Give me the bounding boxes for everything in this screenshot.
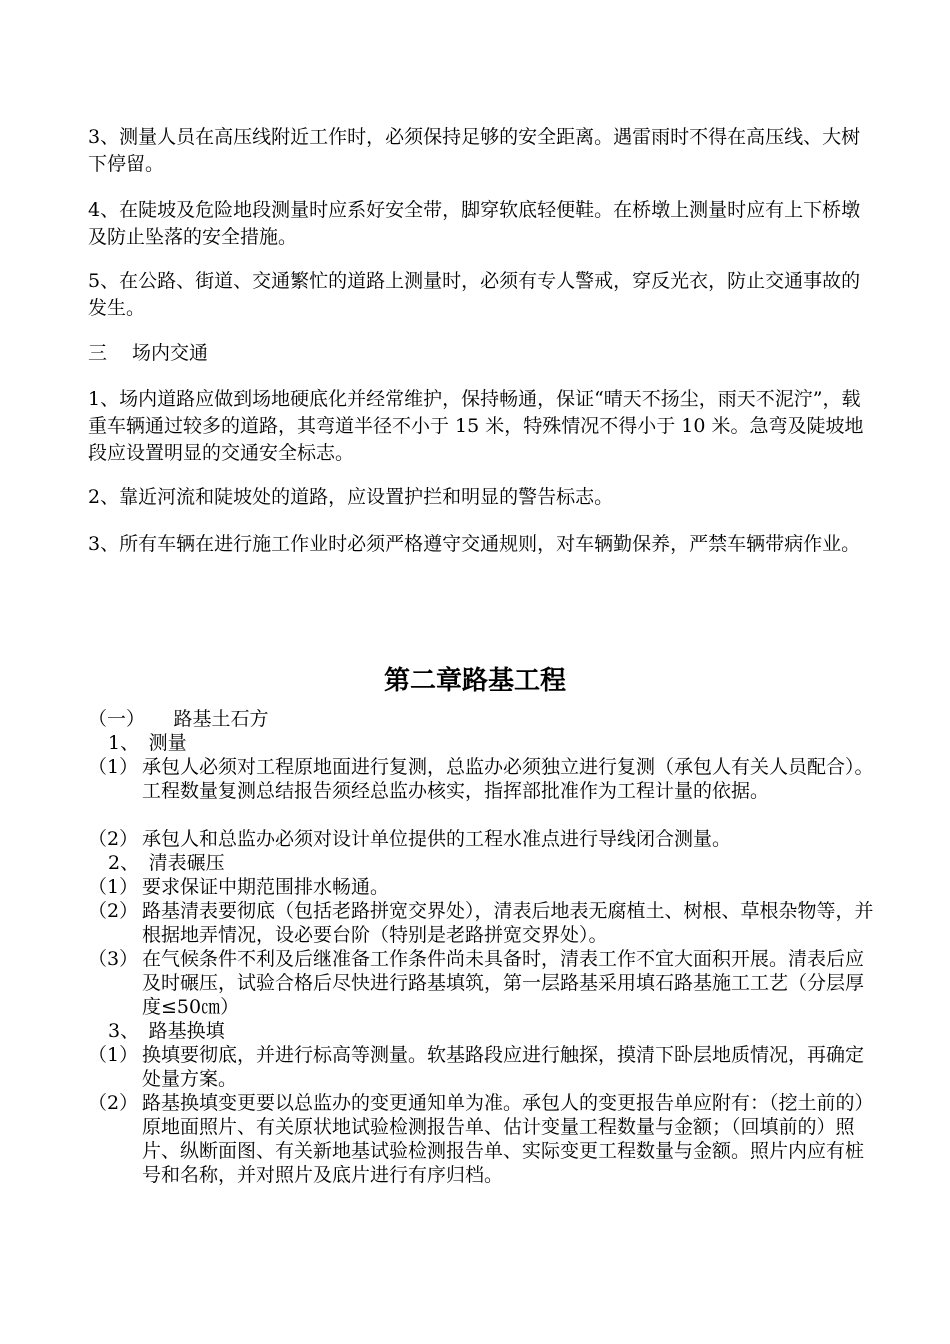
list-item-number: （1） [88,1044,139,1066]
list-item-text: 在气候条件不利及后继准备工作条件尚未具备时，清表工作不宜大面积开展。清表后应及时碾压，试验合格后尽快进行路基填筑，第一层路基采用填石路基施工工艺（分层厚度≤50㎝） [142,948,865,1018]
sub-heading-clearing: 2、 清表碾压 [108,852,225,874]
list-item-text: 要求保证中期范围排水畅通。 [142,876,390,898]
part-heading: （一） 路基土石方 [88,708,269,730]
safety-paragraph-3: 3、测量人员在高压线附近工作时，必须保持足够的安全距离。遇雷雨时不得在高压线、大树下停留。 [88,126,861,175]
list-item [88,1091,878,1187]
list-item-text: 承包人必须对工程原地面进行复测，总监办必须独立进行复测（承包人有关人员配合）。工程数量复测总结报告须经总监办核实，指挥部批准作为工程计量的依据。 [142,756,874,802]
sub-heading-replacement: 3、 路基换填 [108,1020,225,1042]
list-item [88,827,878,851]
list-item-text: 换填要彻底，并进行标高等测量。软基路段应进行触探，摸清下卧层地质情况，再确定处量方案。 [142,1044,865,1090]
traffic-paragraph-2: 2、靠近河流和陡坡处的道路，应设置护拦和明显的警告标志。 [88,486,614,508]
list-item [88,755,878,803]
safety-paragraph-5: 5、在公路、街道、交通繁忙的道路上测量时，必须有专人警戒，穿反光衣，防止交通事故的发生。 [88,270,861,319]
list-item [88,899,878,947]
section-heading-traffic: 三 场内交通 [88,342,209,364]
list-item [88,947,878,1019]
list-item-number: （3） [88,948,139,970]
list-item-text: 承包人和总监办必须对设计单位提供的工程水准点进行导线闭合测量。 [142,828,732,850]
list-item-text: 路基换填变更要以总监办的变更通知单为准。承包人的变更报告单应附有：（挖土前的）原地面照片、有关原状地试验检测报告单、估计变量工程数量与金额；（回填前的）照片、纵断面图、有关新地基试验检测报告单、实际变更工程数量与金额。照片内应有桩号和名称，并对照片及底片进行有序归档。 [142,1092,874,1186]
list-item-number: （2） [88,900,139,922]
sub-heading-survey: 1、 测量 [108,732,187,754]
list-item [88,1043,878,1091]
list-item-number: （2） [88,1092,139,1114]
list-item-number: （1） [88,876,139,898]
list-item-number: （1） [88,756,139,778]
traffic-paragraph-1: 1、场内道路应做到场地硬底化并经常维护，保持畅通，保证“晴天不扬尘，雨天不泥泞”，载重车辆通过较多的道路，其弯道半径不小于 15 米，特殊情况不得小于 10 米。急弯及陡坡地段应设置明显的交通安全标志。 [88,388,864,464]
traffic-paragraph-3: 3、所有车辆在进行施工作业时必须严格遵守交通规则，对车辆勤保养，严禁车辆带病作业。 [88,533,861,555]
chapter-title: 第二章路基工程 [383,666,566,696]
list-item [88,875,878,899]
safety-paragraph-4: 4、在陡坡及危险地段测量时应系好安全带，脚穿软底轻便鞋。在桥墩上测量时应有上下桥墩及防止坠落的安全措施。 [88,199,861,248]
list-item-number: （2） [88,828,139,850]
list-item-text: 路基清表要彻底（包括老路拼宽交界处），清表后地表无腐植土、树根、草根杂物等，并根据地弄情况，设必要台阶（特别是老路拼宽交界处）。 [142,900,874,946]
